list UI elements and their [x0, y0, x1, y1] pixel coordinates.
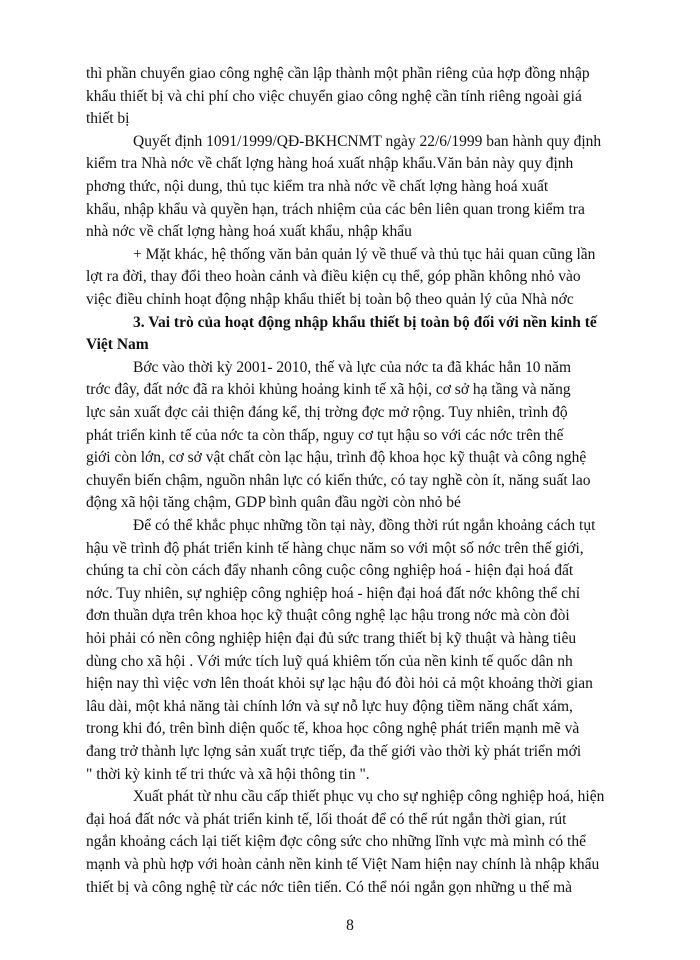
text-line: việc điều chỉnh hoạt động nhập khẩu thiết bị toàn bộ theo quản lý của Nhà nớc	[86, 291, 574, 308]
text-line: kiểm tra Nhà nớc về chất lợng hàng hoá xuất nhập khẩu.Văn bản này quy định	[86, 155, 574, 173]
text-line: lâu dài, một khả năng tài chính lớn và sự nỗ lực huy động tiềm năng chất xám,	[86, 697, 573, 715]
text-line: trớc đây, đất nớc đã ra khỏi khủng hoảng kinh tế xã hội, cơ sở hạ tầng và năng	[86, 381, 571, 399]
text-line: phát triển kinh tế của nớc ta còn thấp, nguy cơ tụt hậu so với các nớc trên thế	[86, 426, 564, 444]
text-line: mạnh và phù hợp với hoàn cảnh nền kinh tế Việt Nam hiện nay chính là nhập khẩu	[86, 856, 600, 873]
text-line: nớc. Tuy nhiên, sự nghiệp công nghiệp hoá - hiện đại hoá đất nớc không thể chỉ	[86, 584, 581, 602]
text-line: chúng ta chỉ còn cách đẩy nhanh công cuộc công nghiệp hoá - hiện đại hoá đất	[86, 562, 574, 580]
text-line: chuyển biến chậm, nguồn nhân lực có kiến thức, có tay nghề còn ít, năng suất lao	[86, 471, 591, 489]
section-heading: 3. Vai trò của hoạt động nhập khẩu thiết bị toàn bộ đối với nền kinh tế	[133, 313, 597, 331]
text-line: dùng cho xã hội . Với mức tích luỹ quá khiêm tốn của nền kinh tế quốc dân nh	[86, 652, 573, 670]
text-line: hậu về trình độ phát triển kinh tế hàng chục năm so với một số nớc trên thế giới,	[86, 539, 584, 557]
text-line: đơn thuần dựa trên khoa học kỹ thuật công nghệ lạc hậu trong nớc mà còn đòi	[86, 607, 570, 625]
text-line: Quyết định 1091/1999/QĐ-BKHCNMT ngày 22/6/1999 ban hành quy định	[133, 132, 602, 150]
text-line: thiết bị	[86, 110, 130, 128]
text-line: đại hoá đất nớc và phát triển kinh tế, lối thoát để có thể rút ngắn thời gian, rút	[86, 810, 567, 828]
text-line: giới còn lớn, cơ sở vật chất còn lạc hậu, trình độ khoa học kỹ thuật và công nghệ	[86, 449, 587, 467]
text-line: thì phần chuyển giao công nghệ cần lập thành một phần riêng của hợp đồng nhập	[86, 65, 590, 82]
text-line: hỏi phải có nền công nghiệp hiện đại đủ sức trang thiết bị kỹ thuật và hàng tiêu	[86, 630, 577, 647]
text-line: lợt ra đời, thay đổi theo hoàn cảnh và điều kiện cụ thể, góp phần không nhỏ vào	[86, 268, 581, 286]
text-line: " thời kỳ kinh tế tri thức và xã hội thông tin ".	[86, 765, 370, 783]
text-line: Bớc vào thời kỳ 2001- 2010, thế và lực của nớc ta đã khác hẳn 10 năm	[133, 358, 572, 376]
text-line: Để có thể khắc phục những tồn tại này, đồng thời rút ngắn khoảng cách tụt	[133, 517, 596, 534]
page-number: 8	[346, 917, 354, 934]
text-line: ngắn khoảng cách lại tiết kiệm đợc công sức cho những lĩnh vực mà mình có thể	[86, 833, 586, 851]
text-line: hiện nay thì việc vơn lên thoát khỏi sự lạc hậu đó đòi hỏi cả một khoảng thời gian	[86, 675, 593, 693]
text-line: trong khi đó, trên bình diện quốc tế, khoa học công nghệ phát triển mạnh mẽ và	[86, 720, 580, 738]
text-line: + Mặt khác, hệ thống văn bản quản lý về thuế và thủ tục hải quan cũng lần	[133, 245, 596, 263]
text-line: khẩu, nhập khẩu và quyền hạn, trách nhiệm của các bên liên quan trong kiểm tra	[86, 200, 585, 218]
text-line: đang trở thành lực lợng sản xuất trực tiếp, đa thế giới vào thời kỳ phát triển mới	[86, 743, 582, 760]
text-line: lực sản xuất đợc cải thiện đáng kể, thị trờng đợc mở rộng. Tuy nhiên, trình độ	[86, 404, 568, 421]
text-line: nhà nớc về chất lợng hàng hoá xuất khẩu, nhập khẩu	[86, 223, 412, 241]
text-line: phơng thức, nội dung, thủ tục kiểm tra nhà nớc về chất lợng hàng hoá xuất	[86, 178, 549, 195]
section-heading-continued: Việt Nam	[86, 336, 149, 354]
text-line: động xã hội tăng chậm, GDP bình quân đầu ngời còn nhỏ bé	[86, 494, 461, 512]
text-line: khẩu thiết bị và chi phí cho việc chuyển giao công nghệ cần tính riêng ngoài giá	[86, 87, 582, 105]
text-line: Xuất phát từ nhu cầu cấp thiết phục vụ cho sự nghiệp công nghiệp hoá, hiện	[133, 788, 605, 806]
text-line: thiết bị và công nghệ từ các nớc tiên tiến. Có thể nói ngắn gọn những u thế mà	[86, 878, 573, 896]
